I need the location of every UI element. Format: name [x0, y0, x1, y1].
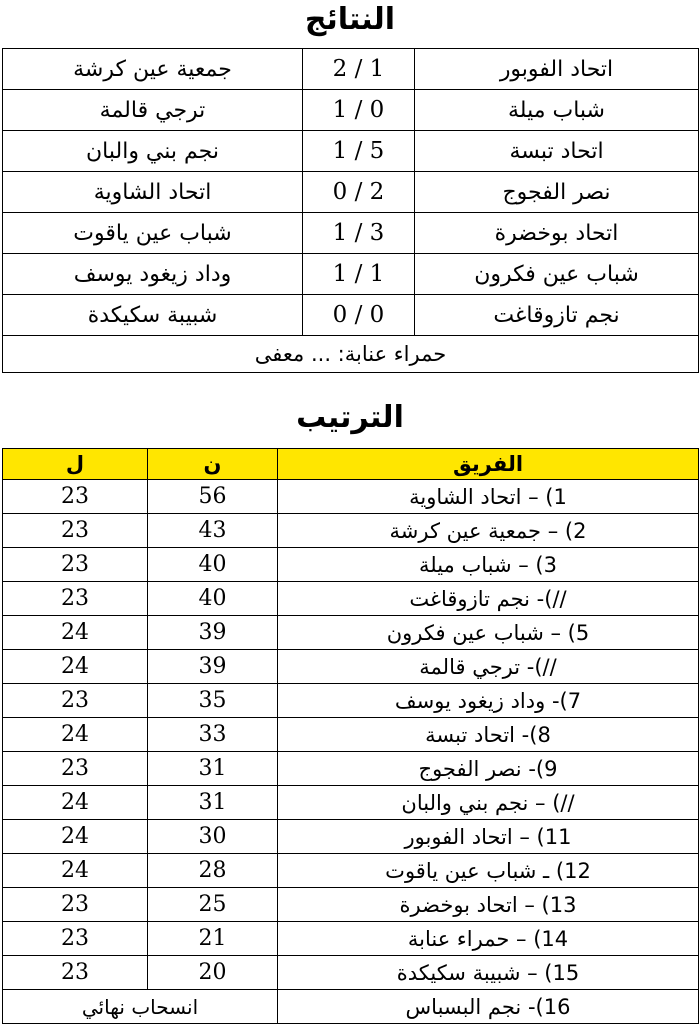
match-score: 1 / 0	[303, 90, 415, 131]
match-row	[3, 295, 699, 336]
played-cell: 23	[3, 684, 148, 718]
match-score: 1 / 3	[303, 213, 415, 254]
points-cell: 31	[148, 786, 278, 820]
standings-row-withdrawn	[3, 990, 699, 1024]
points-cell: 39	[148, 650, 278, 684]
away-team: شباب عين ياقوت	[3, 213, 303, 254]
points-cell: 33	[148, 718, 278, 752]
home-team: اتحاد بوخضرة	[415, 213, 699, 254]
team-cell: 3) – شباب ميلة	[278, 548, 699, 582]
played-cell: 24	[3, 854, 148, 888]
standings-row	[3, 956, 699, 990]
home-team: شباب عين فكرون	[415, 254, 699, 295]
standings-row	[3, 548, 699, 582]
home-team: نصر الفجوج	[415, 172, 699, 213]
played-cell: 24	[3, 820, 148, 854]
standings-row	[3, 786, 699, 820]
points-cell: 30	[148, 820, 278, 854]
points-cell: 31	[148, 752, 278, 786]
team-cell: //)- ترجي قالمة	[278, 650, 699, 684]
played-cell: 23	[3, 888, 148, 922]
points-cell: 40	[148, 548, 278, 582]
match-score: 1 / 5	[303, 131, 415, 172]
home-team: اتحاد تبسة	[415, 131, 699, 172]
played-cell: 23	[3, 582, 148, 616]
played-cell: 23	[3, 752, 148, 786]
match-score: 2 / 1	[303, 49, 415, 90]
points-cell: 25	[148, 888, 278, 922]
match-row	[3, 172, 699, 213]
standings-row	[3, 752, 699, 786]
played-cell: 23	[3, 922, 148, 956]
team-cell: 9)- نصر الفجوج	[278, 752, 699, 786]
away-team: شبيبة سكيكدة	[3, 295, 303, 336]
played-cell: 23	[3, 480, 148, 514]
standings-table	[2, 448, 699, 1024]
away-team: اتحاد الشاوية	[3, 172, 303, 213]
match-score: 0 / 0	[303, 295, 415, 336]
standings-row	[3, 650, 699, 684]
standings-row	[3, 922, 699, 956]
header-played: ل	[3, 449, 148, 480]
team-cell: //)- نجم تازوقاغت	[278, 582, 699, 616]
standings-row	[3, 888, 699, 922]
home-team: اتحاد الفوبور	[415, 49, 699, 90]
team-cell: 12) ـ شباب عين ياقوت	[278, 854, 699, 888]
bye-row	[3, 336, 699, 373]
standings-row	[3, 514, 699, 548]
team-cell: 11) – اتحاد الفوبور	[278, 820, 699, 854]
team-cell: 14) – حمراء عنابة	[278, 922, 699, 956]
match-score: 0 / 2	[303, 172, 415, 213]
team-cell: //) – نجم بني والبان	[278, 786, 699, 820]
played-cell: 24	[3, 718, 148, 752]
played-cell: 24	[3, 616, 148, 650]
points-cell: 43	[148, 514, 278, 548]
points-cell: 35	[148, 684, 278, 718]
match-row	[3, 254, 699, 295]
points-cell: 28	[148, 854, 278, 888]
team-cell: 7)- وداد زيغود يوسف	[278, 684, 699, 718]
standings-row	[3, 820, 699, 854]
away-team: ترجي قالمة	[3, 90, 303, 131]
standings-row	[3, 684, 699, 718]
standings-row	[3, 582, 699, 616]
match-row	[3, 90, 699, 131]
points-cell: 40	[148, 582, 278, 616]
points-cell: 21	[148, 922, 278, 956]
match-score: 1 / 1	[303, 254, 415, 295]
team-cell: 16)- نجم البسباس	[278, 990, 699, 1024]
played-cell: 23	[3, 548, 148, 582]
team-cell: 5) – شباب عين فكرون	[278, 616, 699, 650]
results-table	[2, 48, 699, 373]
standings-row	[3, 480, 699, 514]
bye-note: حمراء عنابة: ... معفى	[3, 336, 699, 373]
away-team: جمعية عين كرشة	[3, 49, 303, 90]
match-row	[3, 213, 699, 254]
played-cell: 23	[3, 956, 148, 990]
played-cell: 24	[3, 786, 148, 820]
withdrawal-note: انسحاب نهائي	[3, 990, 278, 1024]
team-cell: 1) – اتحاد الشاوية	[278, 480, 699, 514]
results-title: النتائج	[304, 2, 396, 37]
standings-row	[3, 616, 699, 650]
home-team: شباب ميلة	[415, 90, 699, 131]
away-team: وداد زيغود يوسف	[3, 254, 303, 295]
standings-title: الترتيب	[296, 400, 404, 435]
header-team: الفريق	[278, 449, 699, 480]
team-cell: 8)- اتحاد تبسة	[278, 718, 699, 752]
home-team: نجم تازوقاغت	[415, 295, 699, 336]
team-cell: 2) – جمعية عين كرشة	[278, 514, 699, 548]
played-cell: 24	[3, 650, 148, 684]
team-cell: 13) – اتحاد بوخضرة	[278, 888, 699, 922]
points-cell: 39	[148, 616, 278, 650]
match-row	[3, 49, 699, 90]
header-points: ن	[148, 449, 278, 480]
standings-row	[3, 854, 699, 888]
points-cell: 56	[148, 480, 278, 514]
standings-header-row	[3, 449, 699, 480]
match-row	[3, 131, 699, 172]
standings-row	[3, 718, 699, 752]
away-team: نجم بني والبان	[3, 131, 303, 172]
team-cell: 15) – شبيبة سكيكدة	[278, 956, 699, 990]
points-cell: 20	[148, 956, 278, 990]
played-cell: 23	[3, 514, 148, 548]
